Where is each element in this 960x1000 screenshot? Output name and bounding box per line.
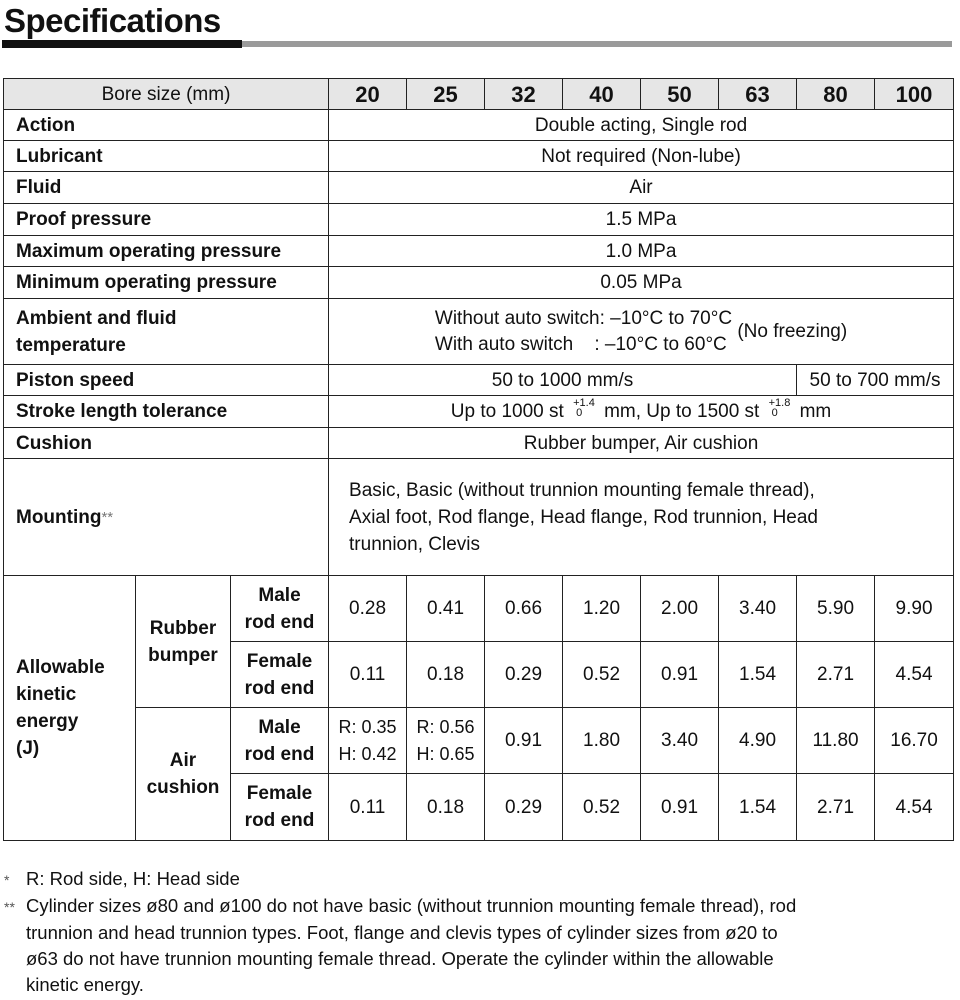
label-line: Male — [258, 584, 301, 606]
value-cell: 0.91 — [641, 642, 719, 708]
stroke-part: mm — [799, 401, 832, 422]
value-cell: 2.00 — [641, 576, 719, 642]
value-cell: 9.90 — [875, 576, 954, 642]
female-rod-end-label — [231, 642, 329, 708]
row-label: Stroke length tolerance — [4, 396, 329, 428]
male-rod-end-label — [231, 576, 329, 642]
head-side-value: H: 0.65 — [416, 743, 475, 764]
row-label — [4, 459, 329, 576]
bore-40: 40 — [563, 79, 641, 110]
row-value — [329, 396, 954, 428]
label-line: bumper — [148, 644, 218, 666]
table-row-mounting — [4, 459, 954, 576]
row-value: 1.5 MPa — [329, 204, 954, 236]
value-cell: 2.71 — [797, 642, 875, 708]
row-value: Rubber bumper, Air cushion — [329, 428, 954, 459]
footnote-mark: ** — [4, 899, 15, 915]
temp-without-switch: Without auto switch: –10°C to 70°C — [434, 307, 733, 329]
value-cell: 0.11 — [329, 642, 407, 708]
value-cell: 0.11 — [329, 774, 407, 841]
male-rod-end-label — [231, 708, 329, 774]
value-cell: 16.70 — [875, 708, 954, 774]
value-cell: 0.91 — [485, 708, 563, 774]
row-label — [4, 299, 329, 365]
mounting-line: Basic, Basic (without trunnion mounting female thread), — [349, 479, 815, 501]
row-label: Fluid — [4, 172, 329, 204]
temperature-ranges — [435, 306, 732, 358]
value-cell: 2.71 — [797, 774, 875, 841]
temp-with-switch: With auto switch : –10°C to 60°C — [434, 333, 727, 355]
row-value-large-bore: 50 to 700 mm/s — [797, 365, 954, 396]
row-value: Not required (Non-lube) — [329, 141, 954, 172]
footnote-mark: * — [4, 872, 10, 888]
label-line: temperature — [16, 334, 126, 356]
label-line: energy — [16, 711, 79, 732]
footnote-text: ø63 do not have trunnion mounting female thread. Operate the cylinder within the allowable — [26, 948, 774, 969]
table-row-stroke-tolerance — [4, 396, 954, 428]
row-value: Double acting, Single rod — [329, 110, 954, 141]
row-label: Proof pressure — [4, 204, 329, 236]
value-cell: 0.29 — [485, 642, 563, 708]
value-cell — [407, 708, 485, 774]
label-line: (J) — [16, 738, 40, 759]
rod-side-value: R: 0.35 — [338, 716, 397, 737]
tol-lower: 0 — [576, 406, 583, 419]
table-row-cushion — [4, 428, 954, 459]
bore-80: 80 — [797, 79, 875, 110]
header-row — [4, 79, 954, 110]
air-cushion-label — [136, 708, 231, 841]
kinetic-energy-label — [4, 576, 136, 841]
footnote-text: R: Rod side, H: Head side — [26, 868, 240, 889]
bore-100: 100 — [875, 79, 954, 110]
row-value — [329, 459, 954, 576]
bore-50: 50 — [641, 79, 719, 110]
value-cell: 0.41 — [407, 576, 485, 642]
no-freezing-note: (No freezing) — [737, 321, 848, 342]
mounting-label: Mounting — [16, 506, 102, 528]
value-cell: 0.52 — [563, 642, 641, 708]
stroke-part: mm, Up to 1500 st — [604, 401, 760, 422]
rod-side-value: R: 0.56 — [416, 716, 475, 737]
value-cell: 0.29 — [485, 774, 563, 841]
tolerance — [573, 398, 595, 418]
row-label: Lubricant — [4, 141, 329, 172]
bore-size-label: Bore size (mm) — [4, 79, 329, 110]
value-cell: 0.18 — [407, 774, 485, 841]
mounting-line: Axial foot, Rod flange, Head flange, Rod trunnion, Head — [349, 506, 819, 528]
value-cell: 1.20 — [563, 576, 641, 642]
bore-25: 25 — [407, 79, 485, 110]
label-line: Male — [258, 716, 301, 738]
value-cell: 1.80 — [563, 708, 641, 774]
label-line: rod end — [244, 810, 315, 831]
label-line: kinetic — [16, 684, 77, 705]
value-cell: 11.80 — [797, 708, 875, 774]
row-value: 1.0 MPa — [329, 236, 954, 267]
tol-upper: +1.4 — [573, 396, 595, 409]
row-value-small-bore: 50 to 1000 mm/s — [329, 365, 797, 396]
value-cell: 3.40 — [641, 708, 719, 774]
value-cell: 0.66 — [485, 576, 563, 642]
row-label: Minimum operating pressure — [4, 267, 329, 299]
row-label: Cushion — [4, 428, 329, 459]
value-cell: 3.40 — [719, 576, 797, 642]
footnote-2 — [4, 893, 796, 998]
title-underline-accent — [2, 40, 242, 48]
head-side-value: H: 0.42 — [338, 743, 397, 764]
label-line: rod end — [244, 677, 315, 699]
label-line: Female — [246, 650, 313, 672]
footnote-1 — [4, 866, 240, 893]
label-line: Air — [169, 750, 197, 771]
table-row-fluid — [4, 172, 954, 204]
table-row-min-pressure — [4, 267, 954, 299]
value-cell: 0.91 — [641, 774, 719, 841]
label-line: cushion — [146, 777, 220, 798]
value-cell: 4.90 — [719, 708, 797, 774]
value-cell: 5.90 — [797, 576, 875, 642]
rubber-bumper-label — [136, 576, 231, 708]
footnote-text: trunnion and head trunnion types. Foot, flange and clevis types of cylinder sizes from ø20 to — [26, 922, 778, 943]
label-line: Ambient and fluid — [16, 307, 177, 329]
footnote-text: kinetic energy. — [26, 974, 144, 995]
row-value: Air — [329, 172, 954, 204]
table-row-lubricant — [4, 141, 954, 172]
bore-32: 32 — [485, 79, 563, 110]
specifications-table — [3, 78, 954, 841]
value-cell: 4.54 — [875, 774, 954, 841]
page-title: Specifications — [4, 2, 221, 39]
bore-20: 20 — [329, 79, 407, 110]
bore-63: 63 — [719, 79, 797, 110]
mounting-line: trunnion, Clevis — [349, 533, 480, 555]
table-row-max-pressure — [4, 236, 954, 267]
stroke-part: Up to 1000 st — [450, 401, 564, 422]
row-label: Action — [4, 110, 329, 141]
row-value: 0.05 MPa — [329, 267, 954, 299]
value-cell: 0.18 — [407, 642, 485, 708]
table-row-proof-pressure — [4, 204, 954, 236]
female-rod-end-label — [231, 774, 329, 841]
tol-lower: 0 — [771, 406, 778, 419]
value-cell: 1.54 — [719, 642, 797, 708]
footnote-text: Cylinder sizes ø80 and ø100 do not have basic (without trunnion mounting female thread), rod — [26, 895, 797, 916]
label-line: rod end — [244, 743, 315, 765]
label-line: Rubber — [149, 617, 217, 639]
table-row-action — [4, 110, 954, 141]
footnote-mark: ** — [101, 508, 114, 526]
kinetic-row-rubber-male — [4, 576, 954, 642]
table-row-temperature — [4, 299, 954, 365]
value-cell: 0.52 — [563, 774, 641, 841]
value-cell: 4.54 — [875, 642, 954, 708]
tol-upper: +1.8 — [768, 396, 791, 409]
label-line: Allowable — [16, 657, 105, 678]
table-row-piston-speed — [4, 365, 954, 396]
kinetic-row-air-male — [4, 708, 954, 774]
title-underline — [242, 41, 952, 47]
label-line: Female — [246, 783, 313, 804]
value-cell: 1.54 — [719, 774, 797, 841]
row-label: Piston speed — [4, 365, 329, 396]
label-line: rod end — [244, 611, 315, 633]
row-label: Maximum operating pressure — [4, 236, 329, 267]
value-cell: 0.28 — [329, 576, 407, 642]
row-value — [329, 299, 954, 365]
value-cell — [329, 708, 407, 774]
tolerance — [769, 398, 791, 418]
